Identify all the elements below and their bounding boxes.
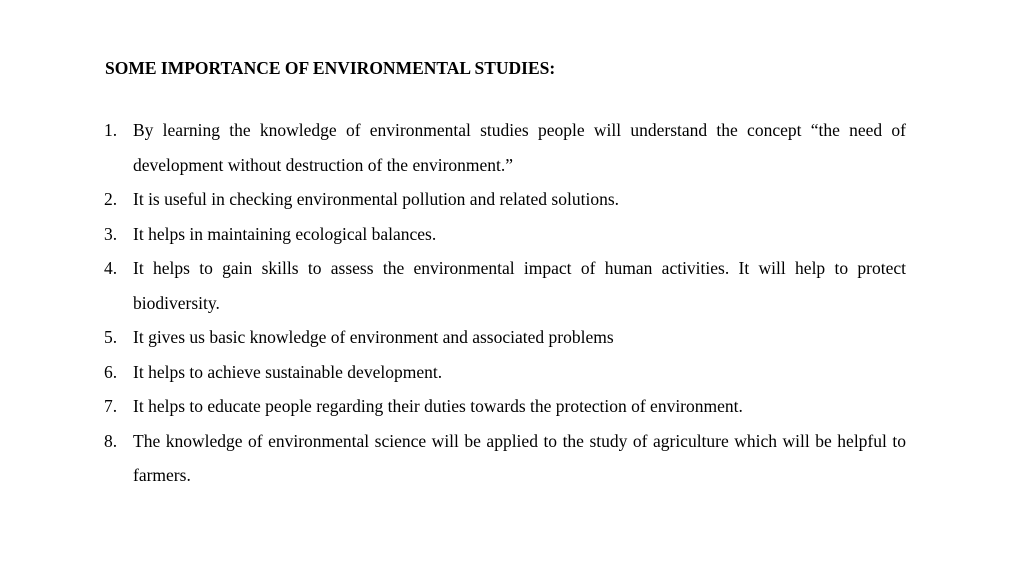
page-title: SOME IMPORTANCE OF ENVIRONMENTAL STUDIES:: [105, 58, 556, 78]
list-item-number: 3.: [104, 223, 118, 244]
list-item-text: By learning the knowledge of environmental studies people will understand the concept “the need of development without destruction of the environment.”: [133, 120, 906, 175]
list-item-text: It helps to educate people regarding their duties towards the protection of environment.: [133, 396, 743, 416]
list-item: [104, 355, 906, 390]
list-item: [104, 113, 906, 182]
list-item-text: The knowledge of environmental science will be applied to the study of agriculture which will be helpful to farmers.: [133, 430, 906, 485]
list-item-text: It gives us basic knowledge of environment and associated problems: [133, 327, 614, 347]
list-item: [104, 217, 906, 252]
list-item: [104, 424, 906, 493]
list-item-text: It is useful in checking environmental pollution and related solutions.: [133, 189, 620, 209]
list-item-text: It helps to gain skills to assess the environmental impact of human activities. It will help to protect biodiversity.: [133, 258, 906, 313]
list-item-text: It helps in maintaining ecological balances.: [133, 223, 437, 244]
list-item-number: 5.: [104, 327, 118, 347]
list-item-number: 1.: [104, 120, 118, 140]
list-item-number: 6.: [104, 361, 118, 382]
list-item-number: 2.: [104, 189, 118, 209]
importance-list: [104, 113, 906, 493]
list-item: [104, 182, 906, 217]
list-item-text: It helps to achieve sustainable development.: [133, 361, 443, 382]
list-item: [104, 389, 906, 424]
list-item-number: 7.: [104, 396, 118, 416]
list-item: [104, 320, 906, 355]
list-item-number: 4.: [104, 258, 118, 278]
list-item-number: 8.: [104, 430, 118, 451]
list-item: [104, 251, 906, 320]
